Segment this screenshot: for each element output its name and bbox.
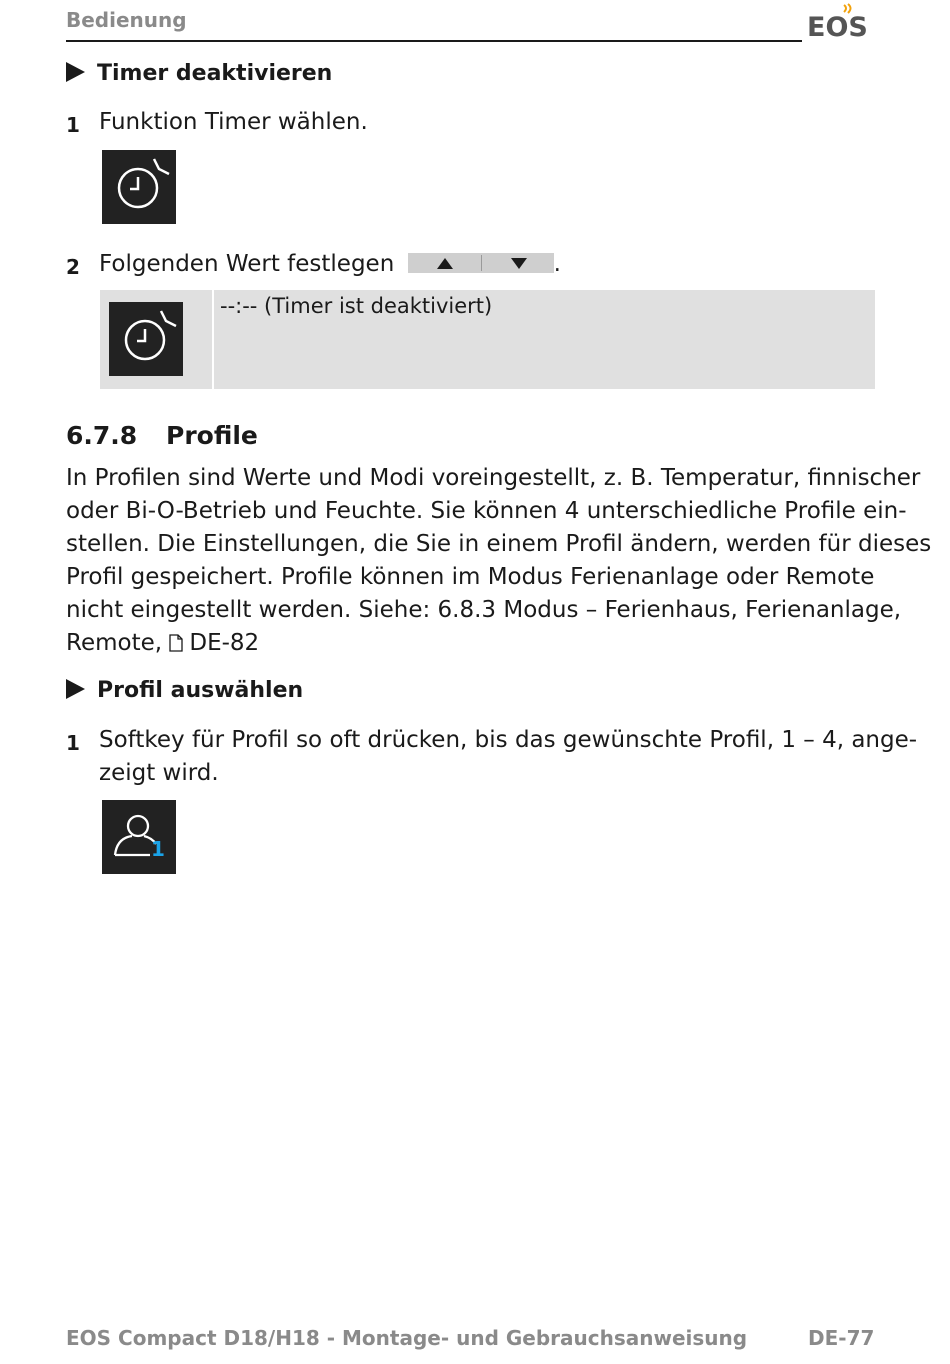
paragraph-line: nicht eingestellt werden. Siehe: 6.8.3 Modus – Ferienhaus, Ferienanlage, [66, 597, 902, 623]
down-arrow-icon [511, 258, 527, 269]
profile-step-text [99, 724, 917, 790]
up-arrow-icon [437, 258, 453, 269]
timer-icon [102, 150, 176, 224]
triangle-bullet-icon [66, 679, 85, 699]
section-number: 6.7.8 [66, 421, 138, 450]
paragraph-line: In Profilen sind Werte und Modi voreingestellt, z. B. Temperatur, finnischer [66, 465, 921, 491]
step-line: Softkey für Profil so oft drücken, bis das gewünschte Profil, 1 – 4, ange- [99, 727, 918, 753]
section-paragraph [66, 462, 931, 662]
logo-text: EOS [807, 12, 868, 42]
page-reference-icon [169, 629, 183, 662]
eos-logo [806, 2, 872, 42]
section-title: Profile [166, 421, 258, 450]
profile-select-heading: Profil auswählen [66, 678, 303, 703]
timer-deactivate-heading: Timer deaktivieren [66, 61, 332, 86]
paragraph-line: Profil gespeichert. Profile können im Modus Ferienanlage oder Remote [66, 564, 875, 590]
running-header: Bedienung [66, 8, 187, 32]
step-text-with-arrows: Folgenden Wert festlegen . [99, 251, 561, 277]
profile-number-badge: 1 [151, 837, 165, 861]
step-text: Funktion Timer wählen. [99, 109, 368, 135]
triangle-bullet-icon [66, 62, 85, 82]
profile-softkey-icon [102, 800, 176, 874]
step-number: 1 [66, 731, 80, 755]
step-number: 1 [66, 113, 80, 137]
up-down-arrow-keys [408, 253, 554, 273]
header-rule [66, 40, 802, 42]
paragraph-line: stellen. Die Einstellungen, die Sie in einem Profil ändern, werden für dieses [66, 531, 932, 557]
value-table [100, 290, 875, 389]
paragraph-line-with-ref: Remote, DE-82 [66, 627, 931, 662]
timer-icon [109, 302, 183, 376]
page-reference-link[interactable]: DE-82 [189, 630, 260, 656]
timer-value-text: --:-- (Timer ist deaktiviert) [220, 294, 493, 318]
step-number: 2 [66, 255, 80, 279]
paragraph-line: oder Bi-O-Betrieb und Feuchte. Sie können 4 unterschiedliche Profile ein- [66, 498, 907, 524]
step-line: zeigt wird. [99, 760, 219, 786]
footer-title: EOS Compact D18/H18 - Montage- und Gebrauchsanweisung [66, 1326, 748, 1350]
footer-page-number: DE-77 [808, 1326, 875, 1350]
